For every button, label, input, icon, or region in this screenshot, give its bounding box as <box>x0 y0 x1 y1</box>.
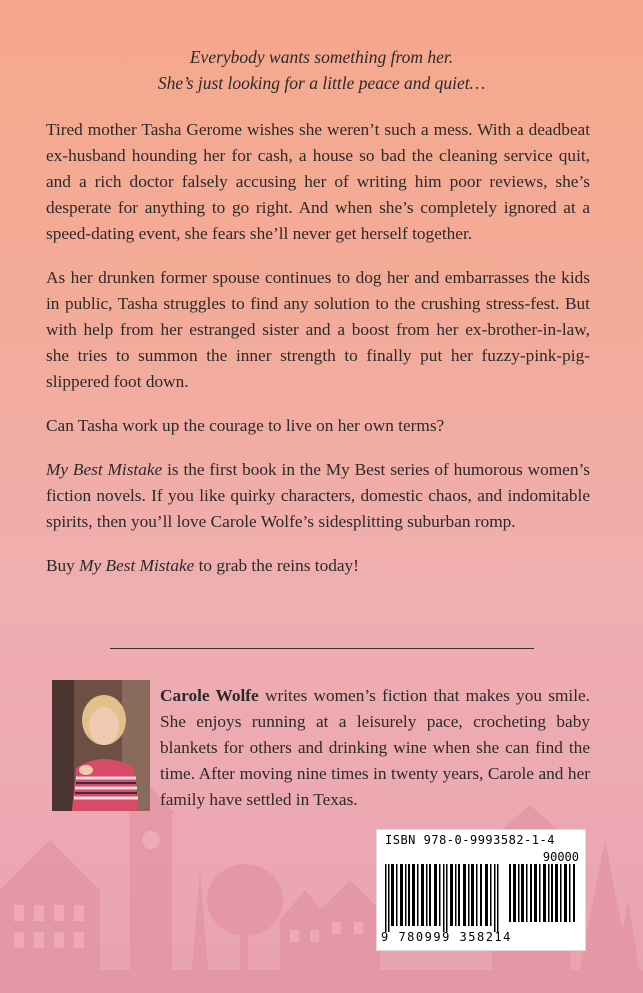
blurb-paragraph-2: As her drunken former spouse continues to dog her and embarrasses the kids in public, Tasha struggles to find any solution to the crushing stress-fest. But with help from her estranged sister and a boost from her ex-brother-in-law, she tries to summon the inner strength to finally put her fuzzy-pink-pig-slippered foot down. <box>46 268 590 391</box>
author-portrait <box>52 680 150 811</box>
author-bio <box>160 683 590 813</box>
blurb-paragraph-1: Tired mother Tasha Gerome wishes she weren’t such a mess. With a deadbeat ex-husband hounding her for cash, a house so bad the cleaning service quit, and a rich doctor falsely accusing her of writing him poor reviews, she’s desperate for anything to go right. And when she’s completely ignored at a speed-dating event, she fears she’ll never get herself together. <box>46 120 590 243</box>
isbn-barcode <box>376 829 586 951</box>
blurb-paragraph-4-text: is the first book in the My Best series of humorous women’s fiction novels. If you like quirky characters, domestic chaos, and indomitable spirits, then you’ll love Carole Wolfe’s sidesplitting suburban romp. <box>46 460 591 531</box>
isbn-text: ISBN 978-0-9993582-1-4 <box>385 833 555 847</box>
author-bio-text: writes women’s fiction that makes you smile. She enjoys running at a leisurely pace, crocheting baby blankets for others and drinking wine when she can find the time. After moving nine times in twenty years, Carole and her family have settled in Texas. <box>160 686 590 809</box>
blurb-paragraph-3: Can Tasha work up the courage to live on her own terms? <box>46 416 445 435</box>
blurb <box>46 117 590 597</box>
tagline-line-1: Everybody wants something from her. <box>189 47 454 67</box>
blurb-paragraph-4 <box>46 457 590 535</box>
call-to-action-pre: Buy <box>46 556 80 575</box>
divider <box>110 648 534 649</box>
tagline <box>0 44 643 96</box>
barcode-digits: 9 780999 358214 <box>381 930 512 944</box>
author-name: Carole Wolfe <box>160 686 259 705</box>
book-title: My Best Mistake <box>46 460 163 479</box>
price-code: 90000 <box>542 850 579 864</box>
call-to-action <box>46 553 590 579</box>
call-to-action-title: My Best Mistake <box>79 556 195 575</box>
author-photo <box>52 680 150 811</box>
tagline-line-2: She’s just looking for a little peace and quiet… <box>157 73 486 93</box>
call-to-action-post: to grab the reins today! <box>194 556 359 575</box>
